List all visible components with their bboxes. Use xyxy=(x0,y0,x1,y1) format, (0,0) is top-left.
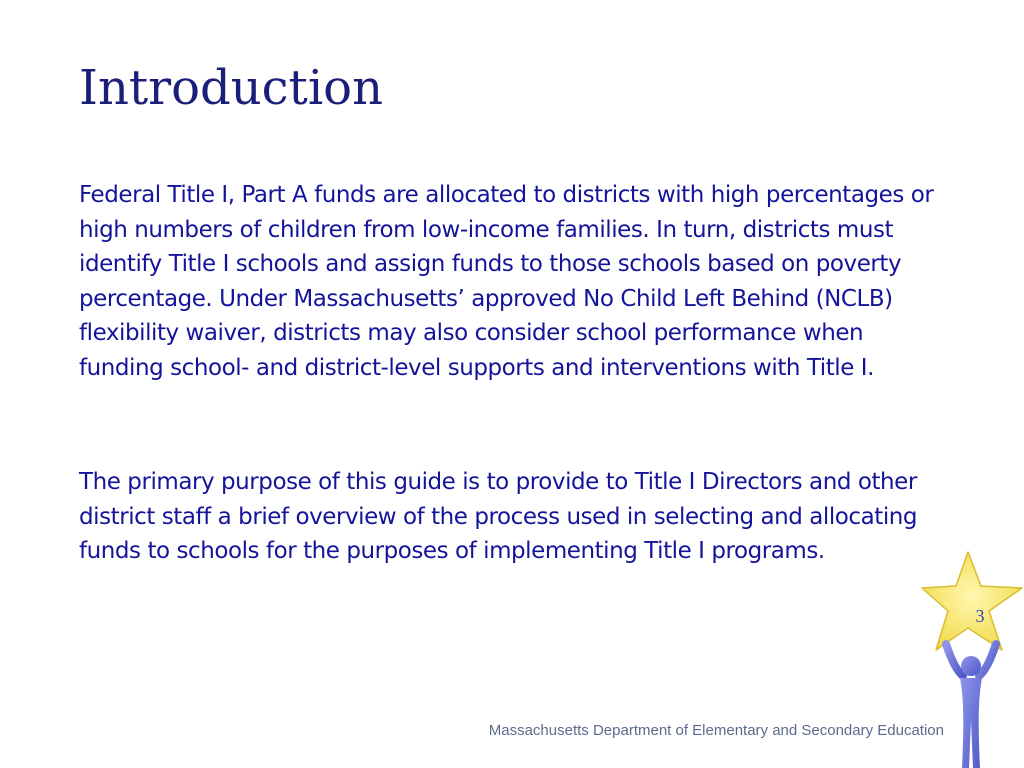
footer-organization: Massachusetts Department of Elementary and Secondary Education xyxy=(488,722,944,739)
intro-paragraph: Federal Title I, Part A funds are allocated to districts with high percentages or high numbers of children from low-income families. In turn, districts must identify Title I schools and assign funds to those schools based on poverty percentage. Under Massachusetts’ approved No Child Left Behind (NCLB) flexibility waiver, districts may also consider school performance when funding school- and district-level supports and interventions with Title I. xyxy=(79,182,934,381)
purpose-paragraph: The primary purpose of this guide is to provide to Title I Directors and other district staff a brief overview of the process used in selecting and allocating funds to schools for the purposes of implementing Title I programs. xyxy=(79,469,918,564)
star-holding-figure-icon xyxy=(918,550,1024,768)
page-number: 3 xyxy=(975,606,985,626)
slide-title: Introduction xyxy=(79,60,383,116)
star-shape xyxy=(922,552,1022,650)
